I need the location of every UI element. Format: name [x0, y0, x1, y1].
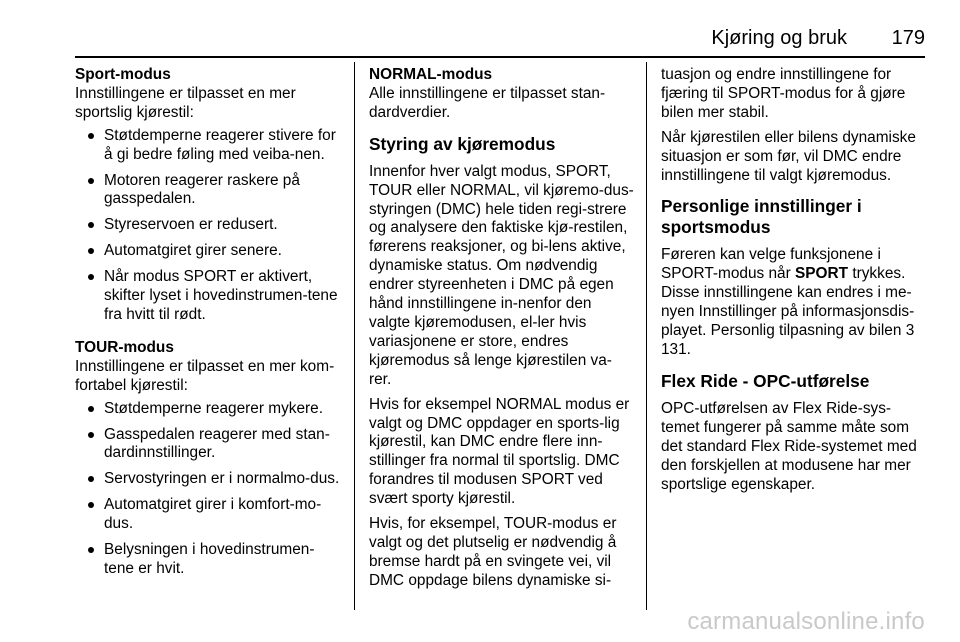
- list-item: Motoren reagerer raskere på gasspedalen.: [75, 172, 340, 210]
- sport-button-label: SPORT: [795, 265, 849, 283]
- personal-text-part-2: trykkes. Disse innstillingene kan endres i me-nyen Innstillinger på informasjonsdis-playet. Personlig tilpasning av bilen: [661, 265, 915, 340]
- tour-mode-heading: TOUR-modus: [75, 338, 174, 356]
- sport-mode-list: [75, 127, 340, 325]
- dmc-return-paragraph: Når kjørestilen eller bilens dynamiske situasjon er som før, vil DMC endre innstillingene til valgt kjøremodus.: [661, 128, 916, 184]
- column-divider-2: [646, 62, 647, 610]
- dmc-paragraph-continued: tuasjon og endre innstillingene for fjæring til SPORT-modus for å gjøre bilen mer stabil.: [661, 66, 906, 121]
- sport-mode-heading: Sport-modus: [75, 66, 171, 83]
- list-item: Støtdemperne reagerer stivere for å gi bedre føling med veiba-nen.: [75, 127, 340, 165]
- list-item: Automatgiret girer i komfort-mo-dus.: [75, 496, 340, 534]
- tour-mode-intro: Innstillingene er tilpasset en mer kom-fortabel kjørestil:: [75, 357, 335, 394]
- list-item: Gasspedalen reagerer med stan-dardinnstillinger.: [75, 426, 340, 464]
- sport-mode-intro: Innstillingene er tilpasset en mer sportslig kjørestil:: [75, 84, 296, 121]
- column-divider-1: [354, 62, 355, 610]
- normal-mode-heading: NORMAL-modus: [369, 66, 493, 83]
- list-item: Automatgiret girer senere.: [75, 242, 340, 261]
- page-number: 179: [891, 27, 925, 49]
- column-2: [369, 66, 634, 597]
- dmc-paragraph-3: Hvis, for eksempel, TOUR-modus er valgt og det plutselig er nødvendig å bremse hardt på en svingete vei, vil DMC oppdage bilens dynamiske si-: [369, 515, 617, 589]
- personal-settings-heading: Personlige innstillinger i sportsmodus: [661, 196, 862, 238]
- flex-ride-text: OPC-utførelsen av Flex Ride-sys-temet fungerer på samme måte som det standard Flex Ride-systemet med den forskjellen at modusene har mer sportslige egenskaper.: [661, 399, 917, 493]
- list-item: Servostyringen er i normalmo-dus.: [75, 470, 340, 489]
- normal-mode-text: Alle innstillingene er tilpasset stan-dardverdier.: [369, 84, 606, 121]
- column-1: [75, 66, 340, 591]
- watermark: carmanualsonline.info: [687, 608, 925, 635]
- page-header: [75, 25, 925, 59]
- personal-settings-text: [661, 246, 926, 359]
- list-item: Når modus SPORT er aktivert, skifter lyset i hovedinstrumen-tene fra hvitt til rødt.: [75, 268, 340, 325]
- page-reference: 3 131.: [661, 322, 915, 358]
- drive-mode-control-heading: Styring av kjøremodus: [369, 133, 556, 154]
- personal-text-part-1: Føreren kan velge funksjonene i SPORT-modus når: [661, 246, 881, 283]
- tour-mode-list: [75, 400, 340, 579]
- page-title: Kjøring og bruk: [711, 27, 847, 49]
- list-item: Belysningen i hovedinstrumen-tene er hvit.: [75, 541, 340, 579]
- dmc-paragraph-2: Hvis for eksempel NORMAL modus er valgt og DMC oppdager en sports-lig kjørestil, kan DMC endre flere inn-stillinger fra normal til sportslig. DMC forandres til modusen SPORT ved svært sporty kjørestil.: [369, 395, 630, 508]
- header-rule: [75, 56, 925, 58]
- flex-ride-heading: Flex Ride - OPC-utførelse: [661, 370, 870, 391]
- column-3: [661, 66, 926, 500]
- list-item: Styreservoen er redusert.: [75, 216, 340, 235]
- list-item: Støtdemperne reagerer mykere.: [75, 400, 340, 419]
- dmc-paragraph-1: Innenfor hver valgt modus, SPORT, TOUR eller NORMAL, vil kjøremo-dus-styringen (DMC) hele tiden regi-strere og analysere den faktiske kjø-restilen, førerens reaksjoner, og bi-lens aktive, dynamiske status. Om nødvendig endrer styreenheten i DMC på egen hånd innstillingene in-nenfor den valgte kjøremodusen, el-ler hvis variasjonene er store, endres kjøremodus så lenge kjørestilen va-rer.: [369, 162, 634, 388]
